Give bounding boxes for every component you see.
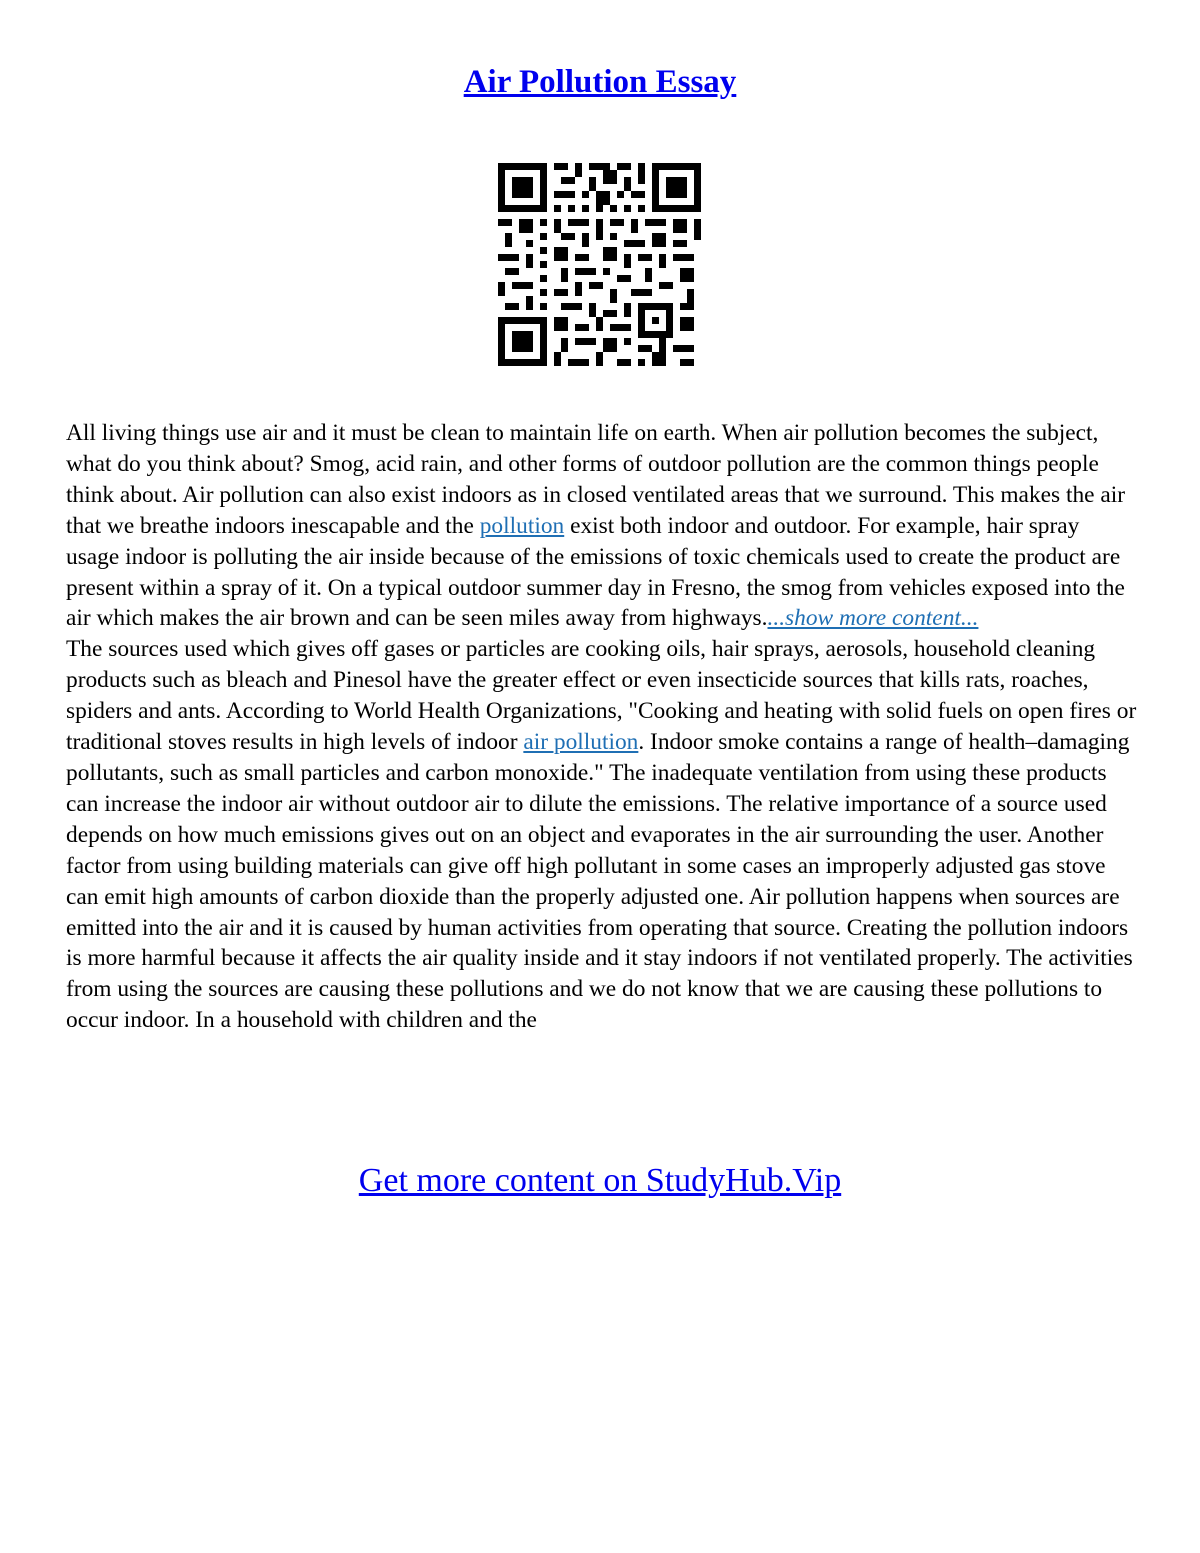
air-pollution-link[interactable]: air pollution: [523, 729, 639, 756]
footer: [0, 1162, 1200, 1200]
essay-paragraph-2: [66, 634, 1138, 1036]
page-title: [0, 64, 1200, 101]
paragraph-2-text-before: The sources used which gives off gases or particles are cooking oils, hair sprays, aerosols, household cleaning products such as bleach and Pinesol have the greater effect or even insecticide sources that kills rats, roaches, spiders and ants. According to World Health Organizations, "Cooking and heating with solid fuels on open fires or traditional stoves results in high levels of indoor: [66, 636, 1137, 756]
show-more-link[interactable]: ...show more content...: [767, 605, 979, 632]
get-more-content-link[interactable]: Get more content on StudyHub.Vip: [358, 1162, 842, 1199]
paragraph-1-text-before: All living things use air and it must be clean to maintain life on earth. When air pollution becomes the subject, what do you think about? Smog, acid rain, and other forms of outdoor pollution are the common things people think about. Air pollution can also exist indoors as in closed ventilated areas that we surround. This makes the air that we breathe indoors inescapable and the: [66, 420, 1126, 539]
qr-code-icon: [498, 163, 701, 366]
pollution-link[interactable]: pollution: [479, 512, 565, 539]
paragraph-1-text-after: exist both indoor and outdoor. For example, hair spray usage indoor is polluting the air inside because of the emissions of toxic chemicals used to create the product are present within a spray of it. On a typical outdoor summer day in Fresno, the smog from vehicles exposed into the air which makes the air brown and can be seen miles away from highways.: [66, 512, 1125, 632]
title-link[interactable]: Air Pollution Essay: [463, 64, 737, 100]
essay-paragraph-1: [66, 418, 1138, 634]
essay-body: [66, 418, 1138, 1036]
paragraph-2-text-after: . Indoor smoke contains a range of health–damaging pollutants, such as small particles and carbon monoxide." The inadequate ventilation from using these products can increase the indoor air without outdoor air to dilute the emissions. The relative importance of a source used depends on how much emissions gives out on an object and evaporates in the air surrounding the user. Another factor from using building materials can give off high pollutant in some cases an improperly adjusted gas stove can emit high amounts of carbon dioxide than the properly adjusted one. Air pollution happens when sources are emitted into the air and it is caused by human activities from operating that source. Creating the pollution indoors is more harmful because it affects the air quality inside and it stay indoors if not ventilated properly. The activities from using the sources are causing these pollutions and we do not know that we are causing these pollutions to occur indoor. In a household with children and the: [66, 729, 1133, 1034]
